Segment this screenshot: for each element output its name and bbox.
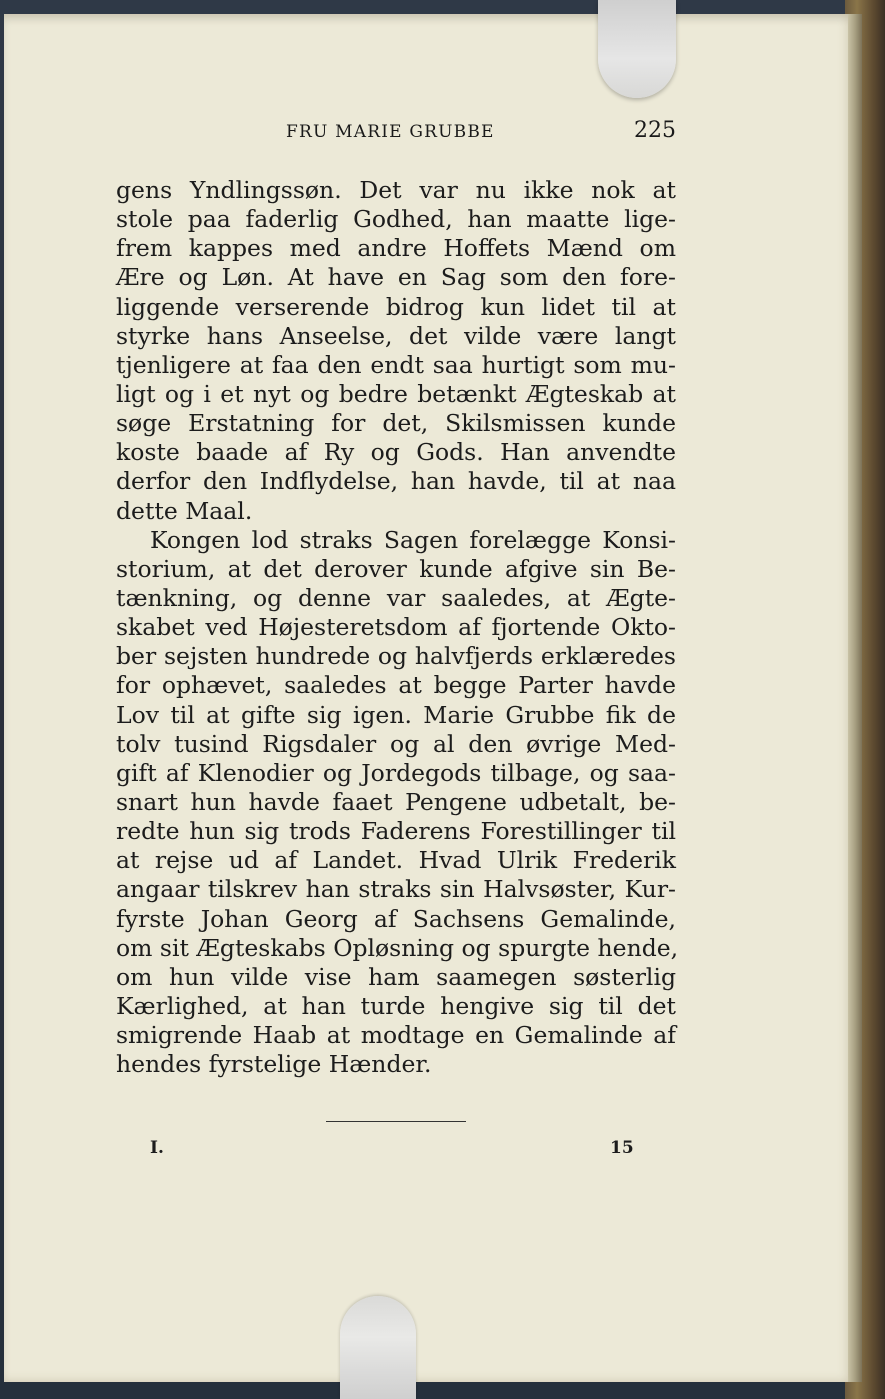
text-line: Kongen lod straks Sagen forelægge Konsi- — [150, 525, 676, 554]
page-edge — [848, 14, 862, 1382]
text-line: dette Maal. — [116, 496, 253, 525]
text-line: styrke hans Anseelse, det vilde være langt — [116, 321, 676, 350]
text-line: gift af Klenodier og Jordegods tilbage, og saa- — [116, 758, 676, 787]
text-line: angaar tilskrev han straks sin Halvsøster, Kur- — [116, 875, 676, 904]
running-title: FRU MARIE GRUBBE — [286, 122, 495, 142]
page-number: 225 — [634, 118, 676, 143]
signature-mark: I. — [150, 1138, 164, 1158]
text-line: for ophævet, saaledes at begge Parter havde — [116, 671, 676, 700]
text-line: at rejse ud af Landet. Hvad Ulrik Frederik — [116, 846, 676, 875]
signature-number: 15 — [610, 1138, 634, 1158]
running-head — [116, 118, 676, 148]
text-line: tolv tusind Rigsdaler og al den øvrige Med- — [116, 729, 676, 758]
footer-rule — [326, 1121, 466, 1122]
text-line: Lov til at gifte sig igen. Marie Grubbe fik de — [116, 700, 676, 729]
text-line: storium, at det derover kunde afgive sin Be- — [116, 554, 676, 583]
text-line: tænkning, og denne var saaledes, at Ægte- — [116, 583, 676, 612]
text-line: Kærlighed, at han turde hengive sig til det — [116, 991, 676, 1020]
text-line: derfor den Indflydelse, han havde, til at naa — [116, 467, 676, 496]
page-clip-bottom — [340, 1296, 416, 1399]
text-line: hendes fyrstelige Hænder. — [116, 1050, 432, 1079]
text-line: smigrende Haab at modtage en Gemalinde af — [116, 1021, 676, 1050]
text-line: om sit Ægteskabs Opløsning og spurgte hende, — [116, 933, 679, 962]
paragraph — [116, 525, 679, 1080]
text-line: frem kappes med andre Hoffets Mænd om — [116, 234, 676, 263]
text-line: ber sejsten hundrede og halvfjerds erklæredes — [116, 642, 676, 671]
text-line: ligt og i et nyt og bedre betænkt Ægteskab at — [116, 379, 676, 408]
text-line: tjenligere at faa den endt saa hurtigt som mu- — [116, 350, 676, 379]
text-line: liggende verserende bidrog kun lidet til at — [116, 292, 676, 321]
text-line: snart hun havde faaet Pengene udbetalt, be- — [116, 787, 676, 816]
text-line: skabet ved Højesteretsdom af fjortende Okto- — [116, 613, 676, 642]
text-line: om hun vilde vise ham saamegen søsterlig — [116, 962, 676, 991]
text-line: redte hun sig trods Faderens Forestillinger til — [116, 817, 676, 846]
page-clip-top — [598, 0, 676, 98]
text-line: koste baade af Ry og Gods. Han anvendte — [116, 438, 676, 467]
text-line: gens Yndlingssøn. Det var nu ikke nok at — [116, 176, 676, 204]
text-line: fyrste Johan Georg af Sachsens Gemalinde, — [116, 904, 676, 933]
text-line: søge Erstatning for det, Skilsmissen kunde — [116, 409, 676, 438]
paragraph — [116, 176, 676, 526]
text-line: stole paa faderlig Godhed, han maatte lige- — [116, 205, 676, 234]
text-line: Ære og Løn. At have en Sag som den fore- — [116, 263, 676, 292]
body-text — [116, 176, 679, 1079]
